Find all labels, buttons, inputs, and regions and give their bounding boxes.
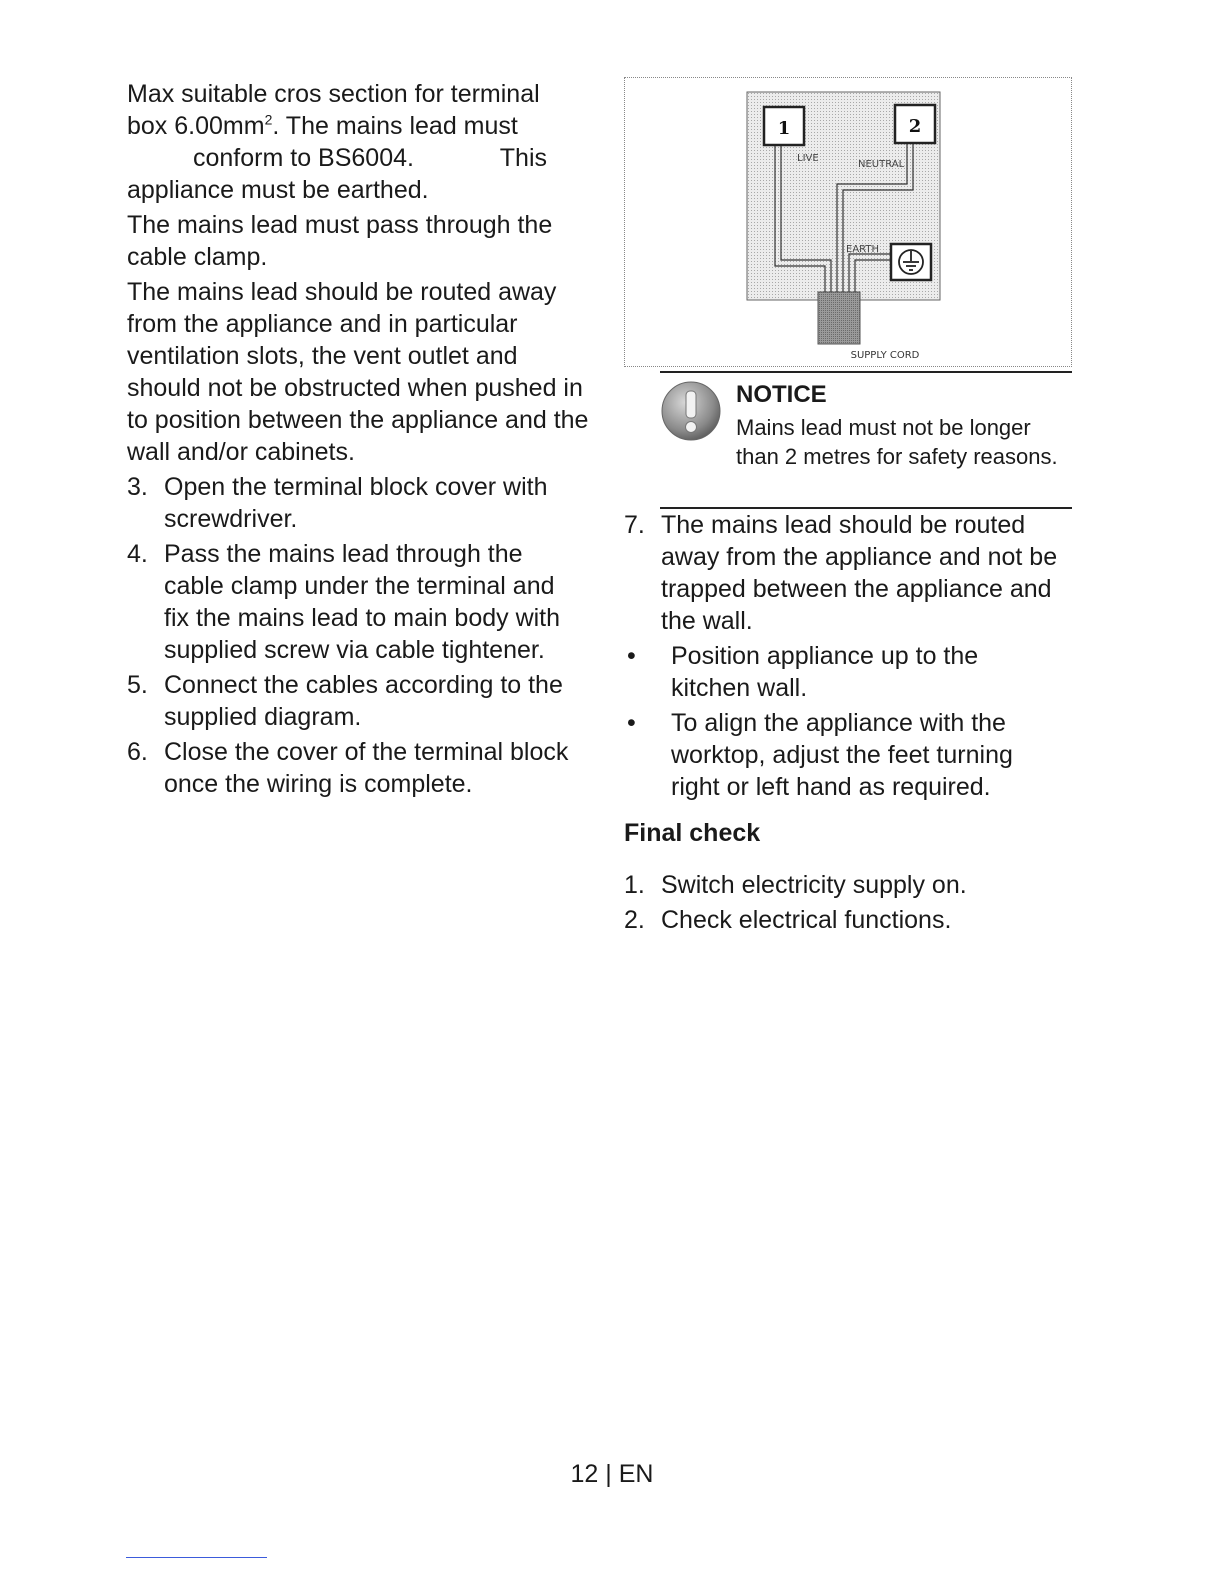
- paragraph-terminal-box: [127, 78, 597, 206]
- bullet-text: To align the appliance with the worktop, adjust the feet turning right or left hand as required.: [671, 709, 1013, 801]
- page-number: 12 | EN: [570, 1460, 654, 1488]
- list-item: [127, 669, 597, 733]
- step-text: Check electrical functions.: [661, 906, 952, 934]
- notice-title: NOTICE: [736, 381, 827, 408]
- superscript: 2: [264, 111, 273, 128]
- text-line: conform to BS6004.: [193, 144, 414, 172]
- terminal-2-label: 2: [908, 116, 922, 137]
- step-number: 5.: [127, 671, 148, 699]
- list-item: [624, 509, 1084, 637]
- text-line: . The mains lead must: [272, 112, 518, 140]
- wiring-diagram-graphic: [625, 78, 1071, 366]
- justified-line: [127, 142, 597, 174]
- supply-cord: [818, 292, 860, 344]
- text-line: Max suitable cros section for terminal: [127, 80, 540, 108]
- neutral-label: NEUTRAL: [858, 159, 905, 170]
- text-line: appliance must be earthed.: [127, 176, 429, 204]
- step-text: Close the cover of the terminal block once the wiring is complete.: [164, 738, 569, 798]
- list-item: [127, 736, 597, 800]
- text-line: This: [499, 144, 547, 172]
- step-text: Connect the cables according to the supplied diagram.: [164, 671, 563, 731]
- live-label: LIVE: [797, 153, 819, 164]
- step-text: Pass the mains lead through the cable clamp under the terminal and fix the mains lead to main body with supplied screw via cable tightener.: [164, 540, 561, 664]
- list-item: [624, 869, 1084, 901]
- bullet-icon: •: [627, 642, 636, 670]
- step-text: Open the terminal block cover with screwdriver.: [164, 473, 548, 533]
- step-number: 3.: [127, 473, 148, 501]
- paragraph-routing: The mains lead should be routed away from the appliance and in particular ventilation slots, the vent outlet and should not be obstructed when pushed in to position between the appliance and the wall and/or cabinets.: [127, 278, 589, 466]
- paragraph-cable-clamp: The mains lead must pass through the cable clamp.: [127, 211, 553, 271]
- list-item: [127, 538, 597, 666]
- notice-body: Mains lead must not be longer than 2 metres for safety reasons.: [736, 415, 1058, 469]
- notice-divider-top: [660, 371, 1072, 373]
- step-number: 2.: [624, 906, 645, 934]
- left-column: [127, 78, 597, 803]
- installation-steps: [127, 471, 597, 800]
- step-text: The mains lead should be routed away from the appliance and not be trapped between the appliance and the wall.: [661, 511, 1058, 635]
- earth-label: EARTH: [846, 244, 880, 255]
- bullet-text: Position appliance up to the kitchen wall.: [671, 642, 979, 702]
- step-number: 6.: [127, 738, 148, 766]
- list-item: [127, 471, 597, 535]
- terminal-1-label: 1: [777, 118, 791, 139]
- list-item: [624, 904, 1084, 936]
- bullet-item: [624, 707, 1084, 803]
- right-text: [624, 509, 1084, 939]
- bullet-icon: •: [627, 709, 636, 737]
- supply-cord-label: SUPPLY CORD: [850, 350, 920, 361]
- wiring-diagram: [624, 77, 1072, 367]
- step-number: 1.: [624, 871, 645, 899]
- bullet-item: [624, 640, 1084, 704]
- earth-icon: [891, 244, 931, 280]
- exclamation-icon: [660, 380, 722, 442]
- footer-divider: [126, 1557, 267, 1558]
- step-number: 7.: [624, 511, 645, 539]
- text-line: box 6.00mm: [127, 112, 265, 140]
- step-number: 4.: [127, 540, 148, 568]
- final-check-heading: Final check: [624, 819, 761, 847]
- step-text: Switch electricity supply on.: [661, 871, 967, 899]
